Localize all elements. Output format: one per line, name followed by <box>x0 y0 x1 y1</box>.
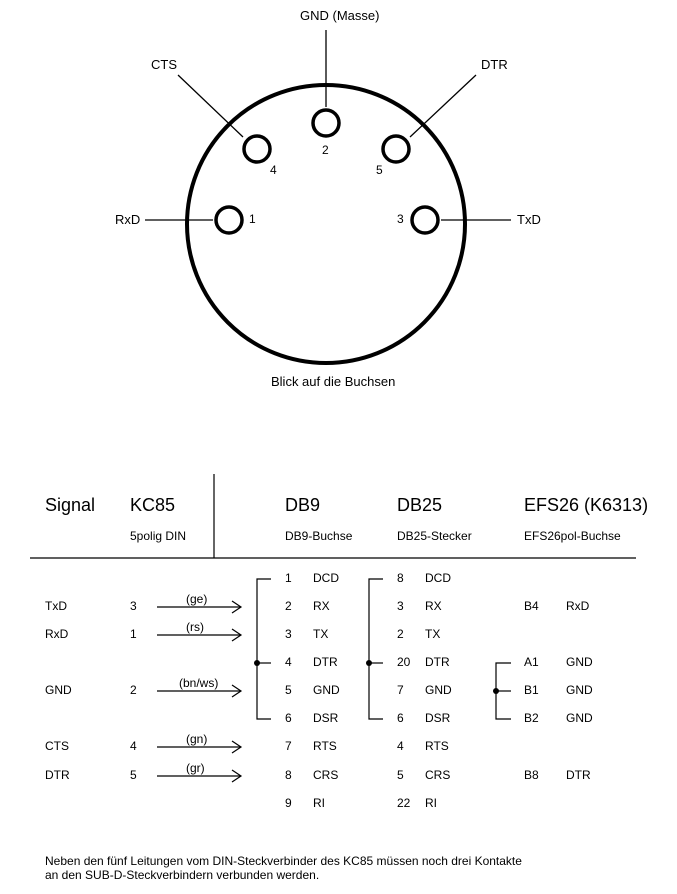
db9-signal: RTS <box>313 739 337 753</box>
kc85-pin: 1 <box>130 627 137 641</box>
subheader-db25: DB25-Stecker <box>397 529 472 543</box>
subheader-efs26: EFS26pol-Buchse <box>524 529 621 543</box>
pin-number-4: 4 <box>270 163 277 177</box>
db9-pin: 3 <box>285 627 292 641</box>
header-signal: Signal <box>45 495 96 515</box>
db9-pin: 2 <box>285 599 292 613</box>
label-cts: CTS <box>151 57 177 72</box>
db9-jumper-bracket <box>254 579 271 719</box>
signal-name: CTS <box>45 739 69 753</box>
pin-socket-5 <box>383 136 409 162</box>
kc85-pin: 5 <box>130 768 137 782</box>
db25-pin: 4 <box>397 739 404 753</box>
db25-pin: 6 <box>397 711 404 725</box>
db9-pin: 6 <box>285 711 292 725</box>
header-db25: DB25 <box>397 495 443 515</box>
db25-signal: RTS <box>425 739 449 753</box>
db9-pin: 4 <box>285 655 292 669</box>
kc85-pin: 3 <box>130 599 137 613</box>
pin-socket-3 <box>412 207 438 233</box>
kc85-pin: 4 <box>130 739 137 753</box>
subheader-kc85: 5polig DIN <box>130 529 187 543</box>
wire-color: (gr) <box>186 761 205 775</box>
db25-jumper-bracket <box>366 579 383 719</box>
efs26-signal: DTR <box>566 768 591 782</box>
pin-number-1: 1 <box>249 212 256 226</box>
db9-pin: 1 <box>285 571 292 585</box>
efs26-pin: B4 <box>524 599 539 613</box>
db25-signal: CRS <box>425 768 451 782</box>
db25-pin: 7 <box>397 683 404 697</box>
signal-name: DTR <box>45 768 70 782</box>
db25-signal: TX <box>425 627 441 641</box>
wire-color: (ge) <box>186 592 208 606</box>
efs26-pin: B2 <box>524 711 539 725</box>
pin-socket-1 <box>216 207 242 233</box>
efs26-pin: B8 <box>524 768 539 782</box>
db9-signal: RX <box>313 599 330 613</box>
pin-number-2: 2 <box>322 143 329 157</box>
connector-caption: Blick auf die Buchsen <box>271 374 396 389</box>
kc85-pin: 2 <box>130 683 137 697</box>
db9-signal: GND <box>313 683 340 697</box>
label-dtr: DTR <box>481 57 508 72</box>
db9-pin: 5 <box>285 683 292 697</box>
header-db9: DB9 <box>285 495 321 515</box>
db9-signal: RI <box>313 796 325 810</box>
db25-pin: 3 <box>397 599 404 613</box>
label-txd: TxD <box>517 212 541 227</box>
leader-cts <box>178 75 243 137</box>
efs26-pin: B1 <box>524 683 539 697</box>
leader-dtr <box>410 75 476 137</box>
db9-pin: 8 <box>285 768 292 782</box>
label-rxd: RxD <box>115 212 141 227</box>
efs26-signal: RxD <box>566 599 590 613</box>
signal-name: RxD <box>45 627 69 641</box>
db25-signal: DTR <box>425 655 450 669</box>
pin-number-5: 5 <box>376 163 383 177</box>
efs26-signal: GND <box>566 711 593 725</box>
footnote-line-2: an den SUB-D-Steckverbindern verbunden werden. <box>45 868 320 882</box>
signal-name: TxD <box>45 599 67 613</box>
wire-color: (gn) <box>186 732 208 746</box>
din-connector-outline <box>187 85 465 363</box>
db9-pin: 9 <box>285 796 292 810</box>
wire-color: (rs) <box>186 620 204 634</box>
db25-pin: 20 <box>397 655 411 669</box>
wire-color: (bn/ws) <box>179 676 219 690</box>
pin-socket-4 <box>244 136 270 162</box>
db25-signal: RI <box>425 796 437 810</box>
subheader-db9: DB9-Buchse <box>285 529 353 543</box>
header-kc85: KC85 <box>130 495 176 515</box>
pin-number-3: 3 <box>397 212 404 226</box>
db25-signal: DSR <box>425 711 451 725</box>
efs26-pin: A1 <box>524 655 539 669</box>
db9-signal: DSR <box>313 711 339 725</box>
db25-signal: GND <box>425 683 452 697</box>
footnote <box>45 854 645 882</box>
label-gnd-masse: GND (Masse) <box>300 8 380 23</box>
db9-signal: TX <box>313 627 329 641</box>
db25-signal: DCD <box>425 571 451 585</box>
signal-name: GND <box>45 683 72 697</box>
db25-pin: 5 <box>397 768 404 782</box>
db25-signal: RX <box>425 599 442 613</box>
efs26-gnd-bracket <box>493 663 511 719</box>
db25-pin: 8 <box>397 571 404 585</box>
db9-signal: CRS <box>313 768 339 782</box>
header-efs26: EFS26 (K6313) <box>524 495 649 515</box>
efs26-signal: GND <box>566 655 593 669</box>
pin-socket-2 <box>313 110 339 136</box>
db25-pin: 2 <box>397 627 404 641</box>
efs26-signal: GND <box>566 683 593 697</box>
db9-signal: DTR <box>313 655 338 669</box>
db9-pin: 7 <box>285 739 292 753</box>
footnote-line-1: Neben den fünf Leitungen vom DIN-Steckverbinder des KC85 müssen noch drei Kontakte <box>45 854 522 868</box>
db25-pin: 22 <box>397 796 411 810</box>
db9-signal: DCD <box>313 571 339 585</box>
